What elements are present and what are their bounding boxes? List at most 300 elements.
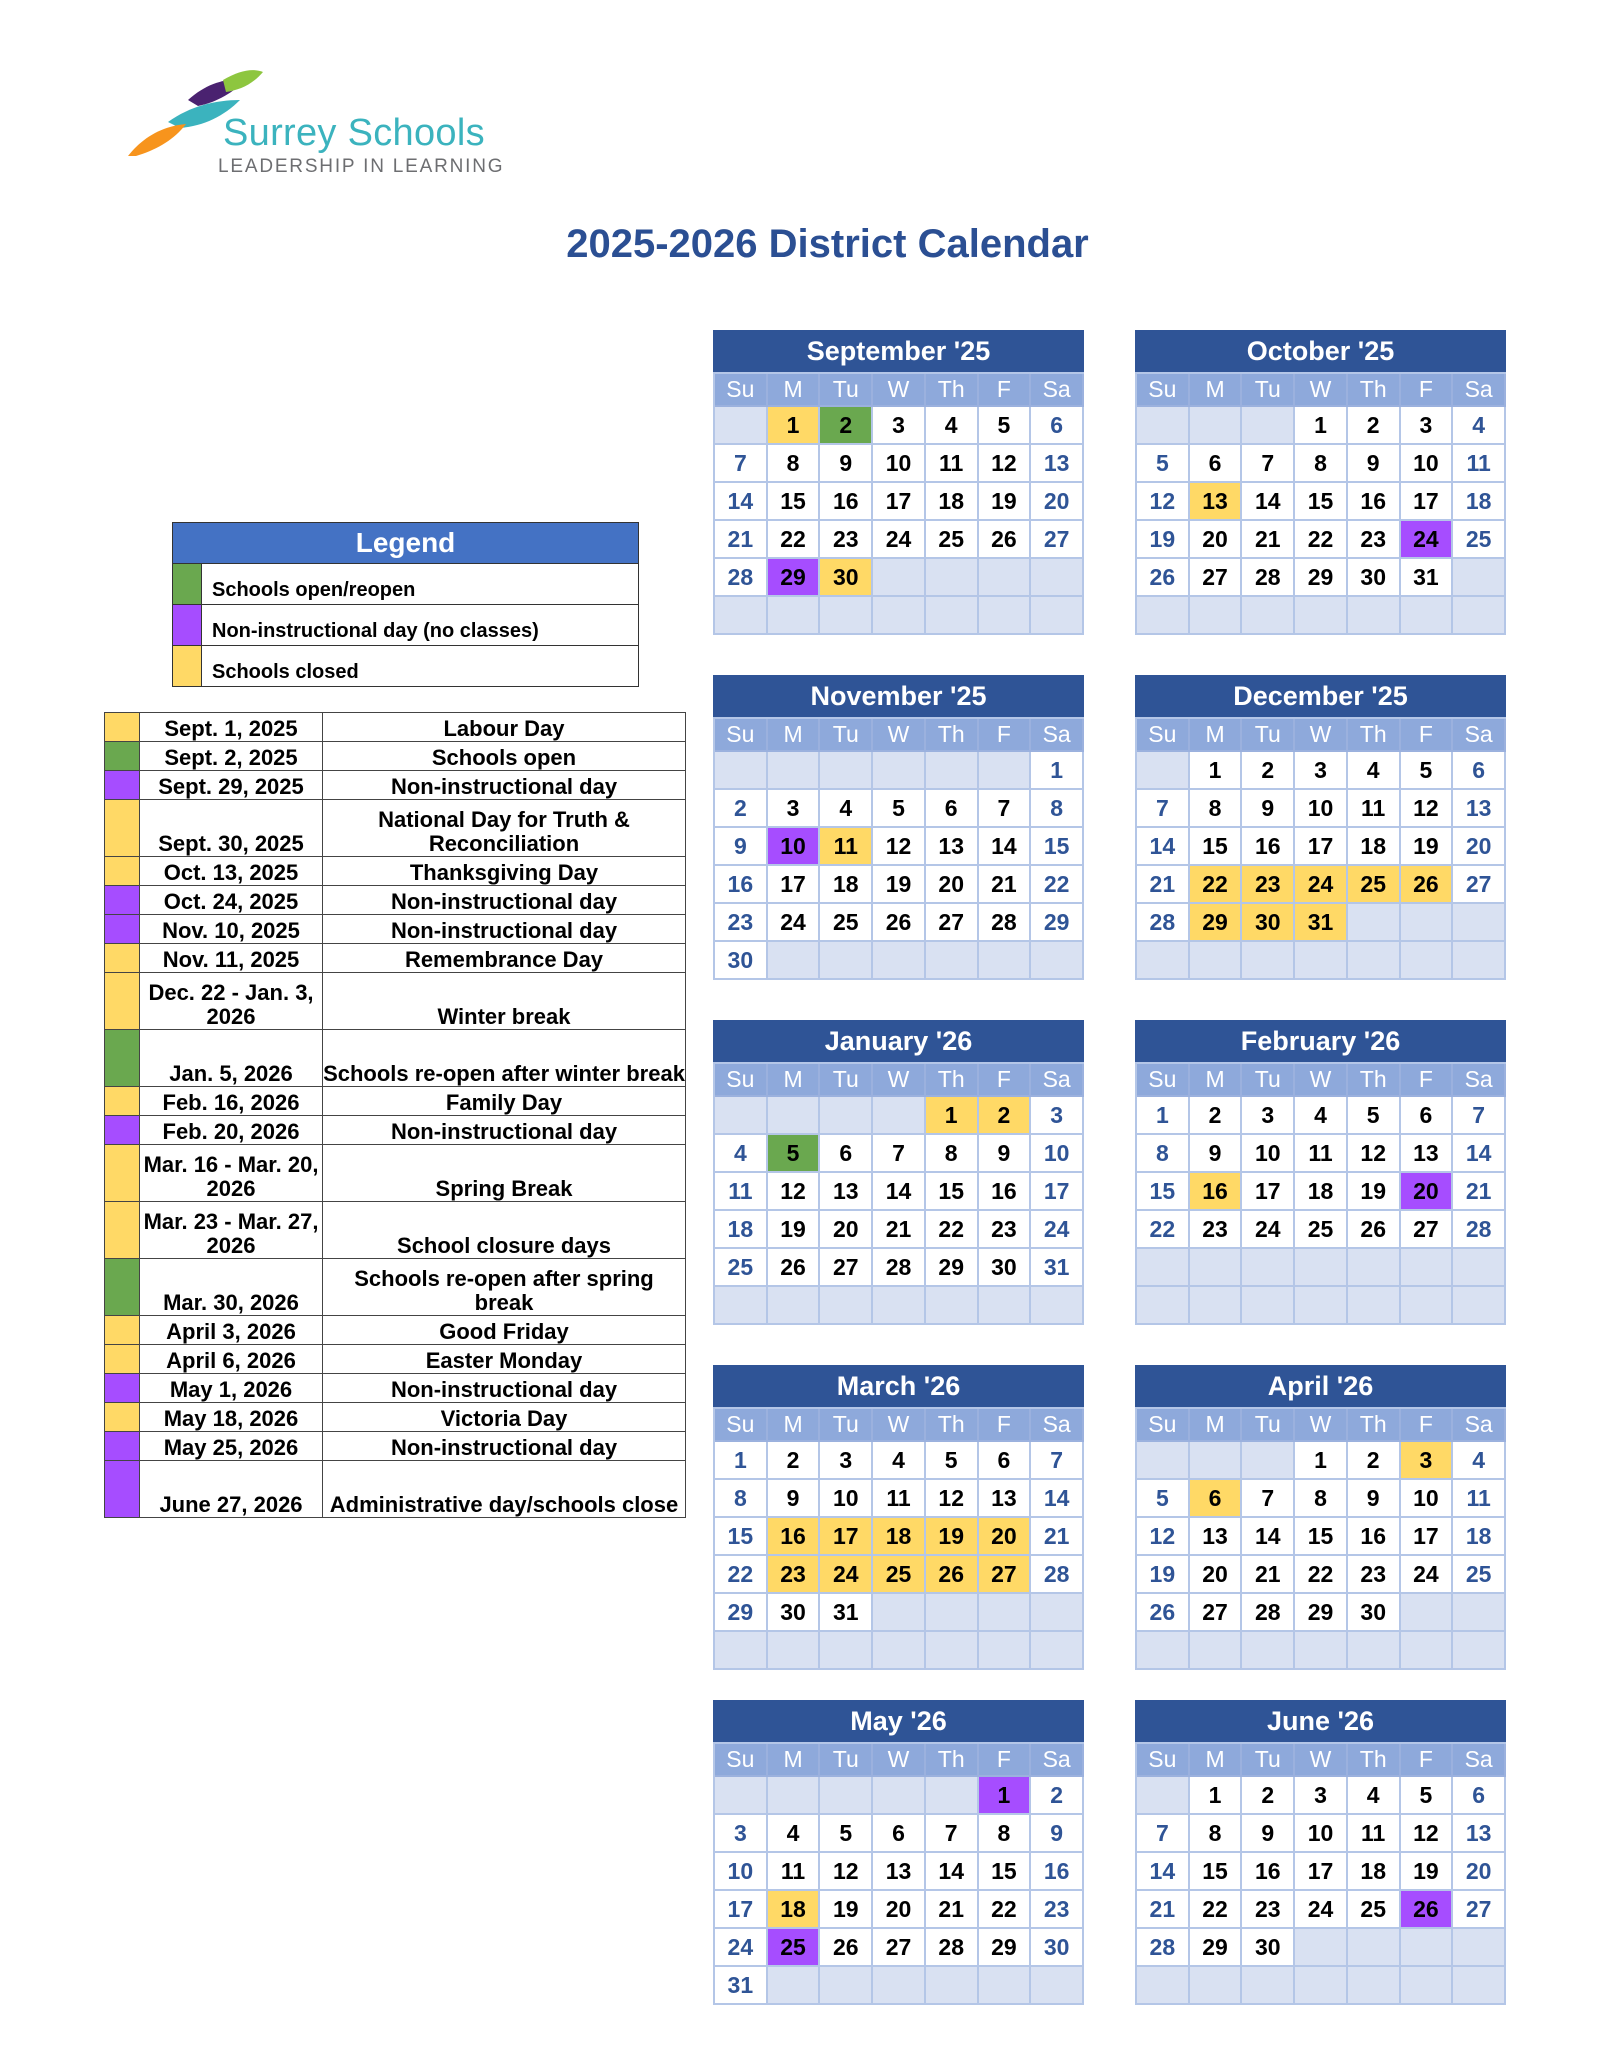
- day-cell: 29: [1190, 904, 1243, 942]
- day-cell: 2: [979, 1097, 1032, 1135]
- event-swatch: [105, 800, 140, 857]
- empty-day-cell: [926, 1777, 979, 1815]
- day-cell: 12: [820, 1853, 873, 1891]
- day-cell: 27: [1190, 559, 1243, 597]
- month-grid: [713, 1742, 1084, 2005]
- day-cell: 6: [1453, 1777, 1506, 1815]
- weekday-label: Su: [1137, 1744, 1190, 1777]
- legend-swatch: [173, 564, 202, 604]
- empty-day-cell: [1190, 597, 1243, 635]
- day-cell: 24: [1242, 1211, 1295, 1249]
- event-swatch: [105, 742, 140, 771]
- day-cell: 27: [1401, 1211, 1454, 1249]
- day-cell: 8: [1031, 790, 1084, 828]
- day-cell: 27: [1453, 866, 1506, 904]
- weekday-label: Tu: [1242, 1744, 1295, 1777]
- weekday-label: M: [768, 1064, 821, 1097]
- empty-day-cell: [873, 752, 926, 790]
- weekday-label: Th: [926, 719, 979, 752]
- day-cell: 27: [1190, 1594, 1243, 1632]
- day-cell: 17: [1031, 1173, 1084, 1211]
- weekday-label: W: [873, 719, 926, 752]
- day-cell: 28: [1242, 1594, 1295, 1632]
- day-cell: 11: [926, 445, 979, 483]
- day-cell: 27: [979, 1556, 1032, 1594]
- event-row: [105, 1202, 686, 1259]
- day-cell: 3: [1401, 1442, 1454, 1480]
- event-swatch: [105, 1202, 140, 1259]
- day-cell: 14: [1453, 1135, 1506, 1173]
- day-cell: 25: [1348, 1891, 1401, 1929]
- logo-title: Surrey Schools: [223, 112, 485, 154]
- day-cell: 2: [768, 1442, 821, 1480]
- empty-day-cell: [1137, 1442, 1190, 1480]
- day-cell: 13: [926, 828, 979, 866]
- day-cell: 21: [1031, 1518, 1084, 1556]
- month-title: December '25: [1135, 675, 1506, 717]
- weekday-label: F: [979, 1409, 1032, 1442]
- weekday-label: Tu: [1242, 719, 1295, 752]
- day-cell: 12: [768, 1173, 821, 1211]
- day-cell: 23: [1242, 866, 1295, 904]
- day-cell: 28: [979, 904, 1032, 942]
- event-name: Labour Day: [323, 713, 686, 742]
- day-cell: 23: [1190, 1211, 1243, 1249]
- empty-day-cell: [979, 752, 1032, 790]
- event-row: [105, 973, 686, 1030]
- day-cell: 17: [1401, 483, 1454, 521]
- empty-day-cell: [1137, 1287, 1190, 1325]
- empty-day-cell: [1137, 1249, 1190, 1287]
- weekday-label: M: [1190, 719, 1243, 752]
- event-date: April 3, 2026: [140, 1316, 323, 1345]
- weekday-label: M: [768, 1744, 821, 1777]
- event-name: Good Friday: [323, 1316, 686, 1345]
- day-cell: 25: [768, 1929, 821, 1967]
- day-cell: 13: [820, 1173, 873, 1211]
- day-cell: 29: [1295, 1594, 1348, 1632]
- day-cell: 2: [715, 790, 768, 828]
- empty-day-cell: [1453, 1594, 1506, 1632]
- month-title: November '25: [713, 675, 1084, 717]
- empty-day-cell: [1453, 1929, 1506, 1967]
- day-cell: 8: [715, 1480, 768, 1518]
- weekday-label: Sa: [1453, 719, 1506, 752]
- day-cell: 13: [1190, 1518, 1243, 1556]
- day-cell: 14: [873, 1173, 926, 1211]
- day-cell: 18: [926, 483, 979, 521]
- empty-day-cell: [1190, 1442, 1243, 1480]
- empty-day-cell: [1190, 1249, 1243, 1287]
- day-cell: 19: [926, 1518, 979, 1556]
- month-grid: [713, 1407, 1084, 1670]
- day-cell: 3: [1031, 1097, 1084, 1135]
- day-cell: 17: [1295, 1853, 1348, 1891]
- weekday-label: Su: [1137, 1064, 1190, 1097]
- weekday-label: Th: [926, 1744, 979, 1777]
- surrey-schools-logo: [128, 70, 548, 180]
- day-cell: 23: [768, 1556, 821, 1594]
- day-cell: 6: [1190, 445, 1243, 483]
- day-cell: 30: [1348, 559, 1401, 597]
- weekday-label: Th: [1348, 1064, 1401, 1097]
- empty-day-cell: [1031, 1287, 1084, 1325]
- weekday-label: F: [979, 1744, 1032, 1777]
- day-cell: 31: [1295, 904, 1348, 942]
- day-cell: 17: [820, 1518, 873, 1556]
- empty-day-cell: [1453, 942, 1506, 980]
- event-date: Oct. 13, 2025: [140, 857, 323, 886]
- empty-day-cell: [715, 1287, 768, 1325]
- day-cell: 21: [926, 1891, 979, 1929]
- day-cell: 19: [979, 483, 1032, 521]
- day-cell: 19: [873, 866, 926, 904]
- day-cell: 20: [1401, 1173, 1454, 1211]
- day-cell: 9: [820, 445, 873, 483]
- weekday-label: Th: [1348, 1409, 1401, 1442]
- day-cell: 8: [768, 445, 821, 483]
- day-cell: 24: [1295, 1891, 1348, 1929]
- day-cell: 15: [1137, 1173, 1190, 1211]
- day-cell: 30: [1242, 1929, 1295, 1967]
- day-cell: 5: [1401, 1777, 1454, 1815]
- day-cell: 16: [1031, 1853, 1084, 1891]
- day-cell: 27: [1453, 1891, 1506, 1929]
- day-cell: 26: [1401, 1891, 1454, 1929]
- day-cell: 28: [926, 1929, 979, 1967]
- weekday-label: Su: [1137, 719, 1190, 752]
- event-swatch: [105, 886, 140, 915]
- day-cell: 14: [926, 1853, 979, 1891]
- day-cell: 17: [1242, 1173, 1295, 1211]
- day-cell: 3: [1401, 407, 1454, 445]
- event-row: [105, 1259, 686, 1316]
- day-cell: 5: [1401, 752, 1454, 790]
- weekday-label: Sa: [1031, 1064, 1084, 1097]
- day-cell: 31: [715, 1967, 768, 2005]
- empty-day-cell: [1348, 904, 1401, 942]
- day-cell: 18: [820, 866, 873, 904]
- weekday-label: F: [1401, 1744, 1454, 1777]
- day-cell: 24: [820, 1556, 873, 1594]
- day-cell: 25: [873, 1556, 926, 1594]
- day-cell: 15: [1295, 483, 1348, 521]
- legend-label: Schools closed: [212, 661, 359, 683]
- empty-day-cell: [1031, 597, 1084, 635]
- weekday-label: Tu: [820, 1064, 873, 1097]
- empty-day-cell: [1453, 597, 1506, 635]
- weekday-label: Th: [926, 1409, 979, 1442]
- event-date: Dec. 22 - Jan. 3, 2026: [140, 973, 323, 1030]
- empty-day-cell: [1295, 1929, 1348, 1967]
- day-cell: 10: [768, 828, 821, 866]
- day-cell: 6: [1190, 1480, 1243, 1518]
- day-cell: 3: [1295, 752, 1348, 790]
- empty-day-cell: [926, 942, 979, 980]
- event-row: [105, 800, 686, 857]
- empty-day-cell: [873, 1777, 926, 1815]
- month-title: April '26: [1135, 1365, 1506, 1407]
- day-cell: 3: [1295, 1777, 1348, 1815]
- event-date: Mar. 23 - Mar. 27, 2026: [140, 1202, 323, 1259]
- day-cell: 15: [715, 1518, 768, 1556]
- event-name: Non-instructional day: [323, 886, 686, 915]
- day-cell: 29: [1031, 904, 1084, 942]
- day-cell: 30: [1242, 904, 1295, 942]
- day-cell: 21: [979, 866, 1032, 904]
- day-cell: 15: [1295, 1518, 1348, 1556]
- day-cell: 11: [1295, 1135, 1348, 1173]
- day-cell: 28: [1137, 1929, 1190, 1967]
- day-cell: 23: [979, 1211, 1032, 1249]
- day-cell: 5: [1137, 445, 1190, 483]
- day-cell: 4: [1453, 1442, 1506, 1480]
- day-cell: 7: [926, 1815, 979, 1853]
- empty-day-cell: [1137, 597, 1190, 635]
- day-cell: 6: [873, 1815, 926, 1853]
- day-cell: 31: [1031, 1249, 1084, 1287]
- day-cell: 9: [1031, 1815, 1084, 1853]
- month-grid: [1135, 717, 1506, 980]
- empty-day-cell: [1242, 1967, 1295, 2005]
- day-cell: 28: [1453, 1211, 1506, 1249]
- day-cell: 11: [1453, 1480, 1506, 1518]
- day-cell: 16: [1242, 828, 1295, 866]
- event-date: Sept. 29, 2025: [140, 771, 323, 800]
- weekday-label: W: [1295, 1064, 1348, 1097]
- empty-day-cell: [979, 559, 1032, 597]
- day-cell: 19: [1401, 1853, 1454, 1891]
- day-cell: 6: [1031, 407, 1084, 445]
- weekday-label: Th: [1348, 1744, 1401, 1777]
- day-cell: 16: [768, 1518, 821, 1556]
- empty-day-cell: [1401, 1967, 1454, 2005]
- day-cell: 7: [1031, 1442, 1084, 1480]
- weekday-label: F: [1401, 1064, 1454, 1097]
- empty-day-cell: [873, 1594, 926, 1632]
- event-name: Family Day: [323, 1087, 686, 1116]
- empty-day-cell: [873, 559, 926, 597]
- day-cell: 26: [926, 1556, 979, 1594]
- day-cell: 24: [1401, 521, 1454, 559]
- day-cell: 27: [820, 1249, 873, 1287]
- day-cell: 13: [1190, 483, 1243, 521]
- empty-day-cell: [1453, 1632, 1506, 1670]
- day-cell: 18: [1295, 1173, 1348, 1211]
- day-cell: 12: [1401, 790, 1454, 828]
- day-cell: 19: [1401, 828, 1454, 866]
- empty-day-cell: [1295, 1249, 1348, 1287]
- day-cell: 5: [768, 1135, 821, 1173]
- empty-day-cell: [715, 1777, 768, 1815]
- event-name: Schools open: [323, 742, 686, 771]
- day-cell: 26: [1348, 1211, 1401, 1249]
- event-swatch: [105, 1403, 140, 1432]
- day-cell: 22: [768, 521, 821, 559]
- day-cell: 10: [1401, 1480, 1454, 1518]
- empty-day-cell: [768, 1967, 821, 2005]
- day-cell: 23: [820, 521, 873, 559]
- day-cell: 23: [715, 904, 768, 942]
- day-cell: 26: [768, 1249, 821, 1287]
- day-cell: 26: [1137, 559, 1190, 597]
- day-cell: 15: [768, 483, 821, 521]
- weekday-label: Th: [926, 1064, 979, 1097]
- month-title: February '26: [1135, 1020, 1506, 1062]
- day-cell: 27: [926, 904, 979, 942]
- weekday-label: F: [1401, 1409, 1454, 1442]
- weekday-label: Th: [1348, 374, 1401, 407]
- day-cell: 11: [1348, 790, 1401, 828]
- day-cell: 28: [873, 1249, 926, 1287]
- day-cell: 18: [873, 1518, 926, 1556]
- event-row: [105, 1403, 686, 1432]
- weekday-label: W: [1295, 719, 1348, 752]
- day-cell: 4: [926, 407, 979, 445]
- event-row: [105, 1345, 686, 1374]
- day-cell: 8: [1137, 1135, 1190, 1173]
- weekday-label: Tu: [820, 1744, 873, 1777]
- day-cell: 7: [979, 790, 1032, 828]
- day-cell: 13: [979, 1480, 1032, 1518]
- month-grid: [713, 372, 1084, 635]
- event-row: [105, 1461, 686, 1518]
- day-cell: 10: [1295, 1815, 1348, 1853]
- empty-day-cell: [1031, 1632, 1084, 1670]
- month-title: March '26: [713, 1365, 1084, 1407]
- logo-tagline: LEADERSHIP IN LEARNING: [218, 156, 505, 177]
- weekday-label: Sa: [1453, 1744, 1506, 1777]
- day-cell: 29: [1295, 559, 1348, 597]
- month-calendar: [713, 1700, 1084, 2005]
- legend-row: [173, 605, 638, 646]
- empty-day-cell: [715, 597, 768, 635]
- month-calendar: [1135, 1365, 1506, 1670]
- event-swatch: [105, 713, 140, 742]
- weekday-label: Sa: [1453, 1064, 1506, 1097]
- day-cell: 20: [979, 1518, 1032, 1556]
- empty-day-cell: [1031, 559, 1084, 597]
- day-cell: 17: [715, 1891, 768, 1929]
- day-cell: 30: [1031, 1929, 1084, 1967]
- day-cell: 25: [1295, 1211, 1348, 1249]
- day-cell: 9: [768, 1480, 821, 1518]
- day-cell: 26: [1401, 866, 1454, 904]
- weekday-label: W: [873, 1744, 926, 1777]
- day-cell: 9: [979, 1135, 1032, 1173]
- day-cell: 1: [715, 1442, 768, 1480]
- empty-day-cell: [1401, 1632, 1454, 1670]
- empty-day-cell: [1190, 1632, 1243, 1670]
- weekday-label: Sa: [1031, 1744, 1084, 1777]
- empty-day-cell: [1137, 407, 1190, 445]
- day-cell: 28: [715, 559, 768, 597]
- empty-day-cell: [1295, 942, 1348, 980]
- weekday-label: W: [873, 1409, 926, 1442]
- day-cell: 25: [820, 904, 873, 942]
- weekday-label: M: [768, 1409, 821, 1442]
- day-cell: 1: [1190, 752, 1243, 790]
- empty-day-cell: [1137, 1777, 1190, 1815]
- day-cell: 11: [820, 828, 873, 866]
- event-date: June 27, 2026: [140, 1461, 323, 1518]
- day-cell: 11: [768, 1853, 821, 1891]
- event-name: Winter break: [323, 973, 686, 1030]
- event-swatch: [105, 1345, 140, 1374]
- day-cell: 7: [1242, 1480, 1295, 1518]
- day-cell: 1: [768, 407, 821, 445]
- event-date: May 18, 2026: [140, 1403, 323, 1432]
- weekday-label: Sa: [1031, 374, 1084, 407]
- empty-day-cell: [768, 597, 821, 635]
- event-name: Non-instructional day: [323, 1116, 686, 1145]
- day-cell: 14: [715, 483, 768, 521]
- event-swatch: [105, 857, 140, 886]
- day-cell: 25: [1453, 521, 1506, 559]
- day-cell: 19: [1348, 1173, 1401, 1211]
- event-name: Schools re-open after spring break: [323, 1259, 686, 1316]
- event-swatch: [105, 944, 140, 973]
- empty-day-cell: [820, 1632, 873, 1670]
- event-name: School closure days: [323, 1202, 686, 1259]
- empty-day-cell: [1453, 559, 1506, 597]
- month-grid: [1135, 1742, 1506, 2005]
- day-cell: 9: [1348, 445, 1401, 483]
- day-cell: 4: [1348, 1777, 1401, 1815]
- empty-day-cell: [1348, 1967, 1401, 2005]
- empty-day-cell: [926, 1967, 979, 2005]
- day-cell: 21: [715, 521, 768, 559]
- day-cell: 18: [1348, 828, 1401, 866]
- day-cell: 22: [1031, 866, 1084, 904]
- legend-label: Non-instructional day (no classes): [212, 620, 539, 642]
- event-date: Jan. 5, 2026: [140, 1030, 323, 1087]
- empty-day-cell: [768, 942, 821, 980]
- day-cell: 4: [820, 790, 873, 828]
- event-row: [105, 1316, 686, 1345]
- weekday-label: W: [1295, 1409, 1348, 1442]
- empty-day-cell: [1137, 942, 1190, 980]
- month-title: January '26: [713, 1020, 1084, 1062]
- event-name: Easter Monday: [323, 1345, 686, 1374]
- event-date: Feb. 16, 2026: [140, 1087, 323, 1116]
- day-cell: 1: [1031, 752, 1084, 790]
- event-swatch: [105, 1432, 140, 1461]
- events-table: [104, 712, 686, 1518]
- day-cell: 12: [1348, 1135, 1401, 1173]
- legend-swatch: [173, 646, 202, 686]
- day-cell: 3: [768, 790, 821, 828]
- day-cell: 31: [1401, 559, 1454, 597]
- day-cell: 16: [1190, 1173, 1243, 1211]
- event-row: [105, 713, 686, 742]
- month-calendar: [713, 675, 1084, 980]
- day-cell: 13: [1453, 1815, 1506, 1853]
- weekday-label: M: [1190, 1064, 1243, 1097]
- day-cell: 6: [1453, 752, 1506, 790]
- day-cell: 24: [768, 904, 821, 942]
- month-calendar: [1135, 1020, 1506, 1325]
- weekday-label: W: [1295, 374, 1348, 407]
- day-cell: 1: [1295, 1442, 1348, 1480]
- weekday-label: Su: [715, 1409, 768, 1442]
- empty-day-cell: [979, 1594, 1032, 1632]
- day-cell: 14: [1137, 1853, 1190, 1891]
- weekday-label: Su: [715, 719, 768, 752]
- day-cell: 25: [1453, 1556, 1506, 1594]
- day-cell: 29: [926, 1249, 979, 1287]
- day-cell: 17: [1401, 1518, 1454, 1556]
